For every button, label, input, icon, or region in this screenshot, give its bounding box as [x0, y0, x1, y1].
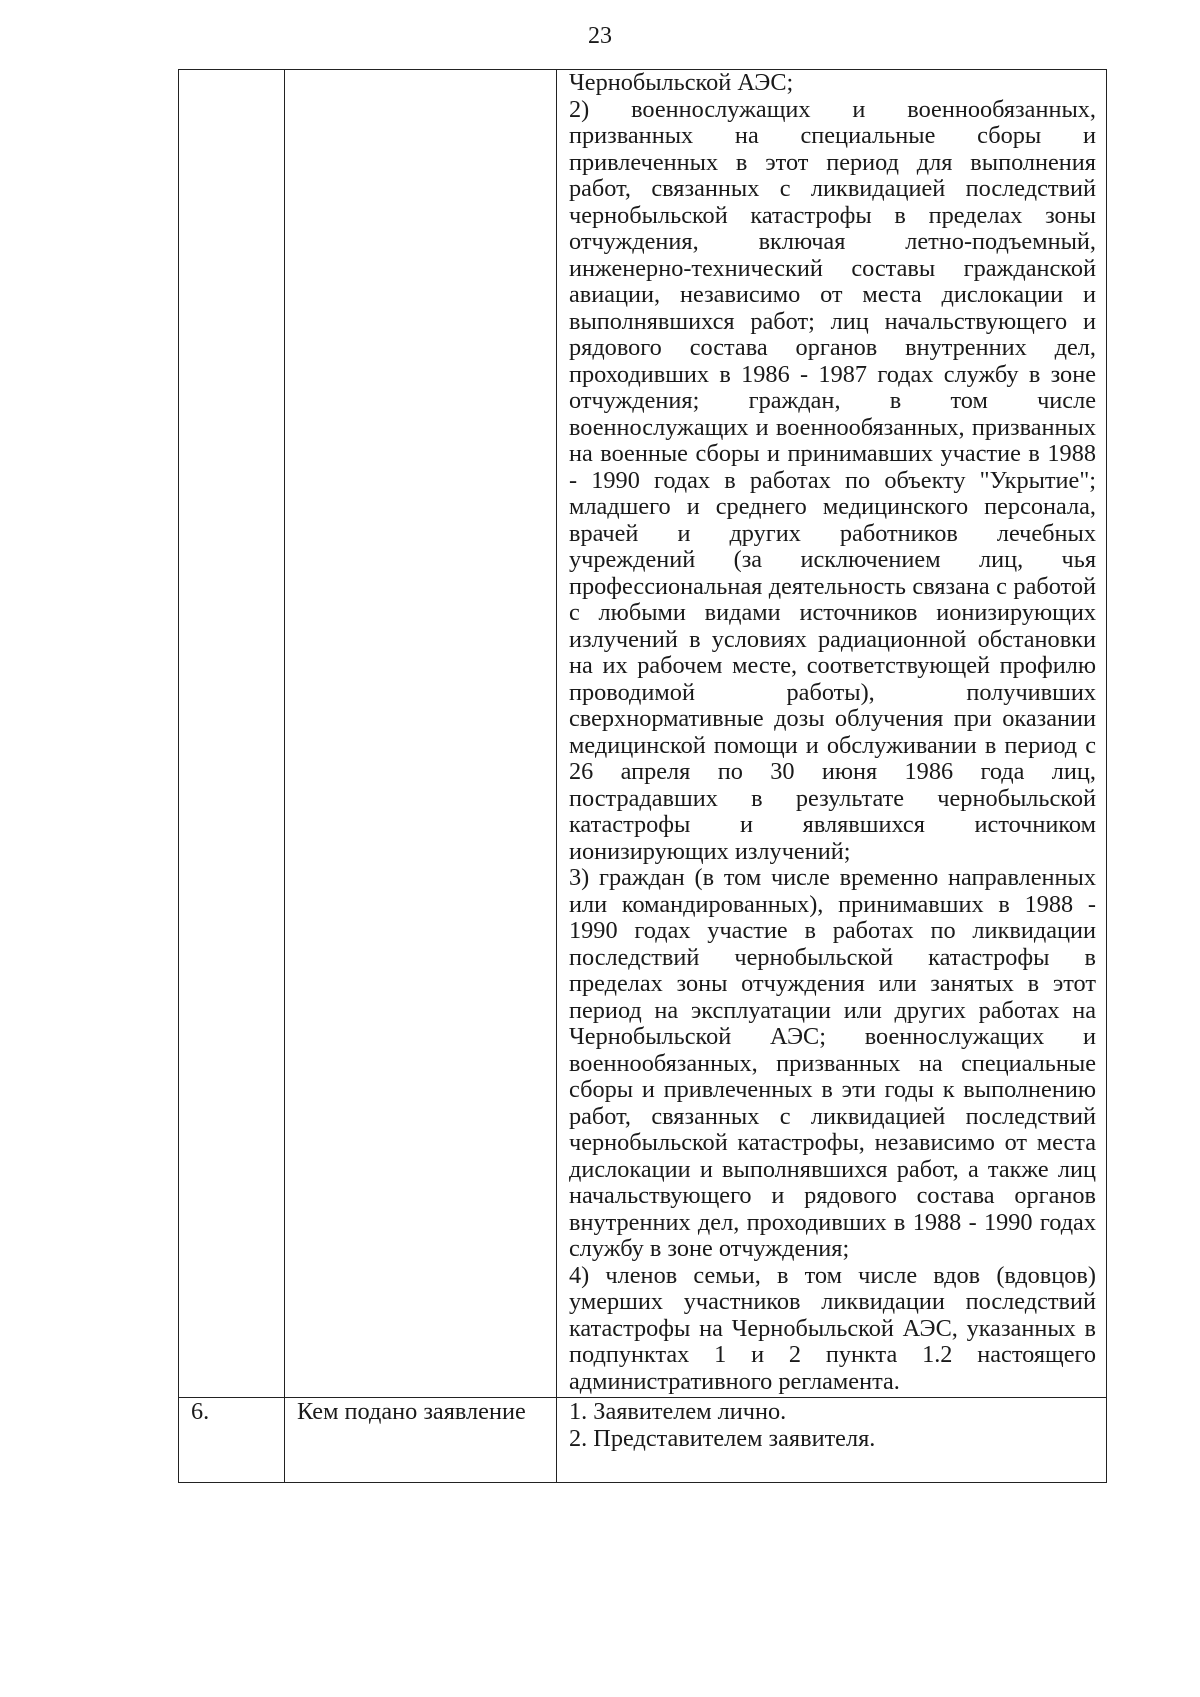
cell-number-empty — [179, 70, 285, 1398]
list-item-representative: 2. Представителем заявителя. — [569, 1424, 876, 1452]
cell-row-label — [285, 1398, 557, 1483]
paragraph-item-3: 3) граждан (в том числе временно направленных или командированных), принимавших в 1988 - 1990 годах участие в работах по ликвидации последствий чернобыльской катастрофы в пределах зоны отчуждения или занятых в этот период на эксплуатации или других работах на Чернобыльской АЭС; военнослужащих и военнообязанных, призванных на специальные сборы и привлеченных в эти годы к выполнению работ, связанных с ликвидацией последствий чернобыльской катастрофы, независимо от места дислокации и выполнявшихся работ, а также лиц начальствующего и рядового состава органов внутренних дел, проходивших в 1988 - 1990 годах службу в зоне отчуждения; — [569, 864, 1096, 1262]
cell-row-items — [557, 1398, 1107, 1483]
page-number: 23 — [588, 23, 612, 49]
cell-label-empty — [285, 70, 557, 1398]
table-row-6 — [179, 1398, 1107, 1483]
document-table — [178, 69, 1107, 1483]
paragraph-continuation: Чернобыльской АЭС; — [569, 69, 794, 96]
list-item-applicant: 1. Заявителем лично. — [569, 1398, 787, 1425]
table-row-continuation — [179, 70, 1107, 1398]
cell-row-number — [179, 1398, 285, 1483]
paragraph-item-4: 4) членов семьи, в том числе вдов (вдовцов) умерших участников ликвидации последствий катастрофы на Чернобыльской АЭС, указанных в подпунктах 1 и 2 пункта 1.2 настоящего административного регламента. — [569, 1261, 1096, 1395]
row-label: Кем подано заявление — [297, 1398, 526, 1425]
row-number: 6. — [191, 1398, 210, 1425]
cell-description — [557, 70, 1107, 1398]
paragraph-item-2: 2) военнослужащих и военнообязанных, призванных на специальные сборы и привлеченных в этот период для выполнения работ, связанных с ликвидацией последствий чернобыльской катастрофы в пределах зоны отчуждения, включая летно-подъемный, инженерно-технический составы гражданской авиации, независимо от места дислокации и выполнявшихся работ; лиц начальствующего и рядового состава органов внутренних дел, проходивших в 1986 - 1987 годах службу в зоне отчуждения; граждан, в том числе военнослужащих и военнообязанных, призванных на военные сборы и принимавших участие в 1988 - 1990 годах в работах по объекту "Укрытие"; младшего и среднего медицинского персонала, врачей и других работников лечебных учреждений (за исключением лиц, чья профессиональная деятельность связана с работой с любыми видами источников ионизирующих излучений в условиях радиационной обстановки на их рабочем месте, соответствующей профилю проводимой работы), получивших сверхнормативные дозы облучения при оказании медицинской помощи и обслуживании в период с 26 апреля по 30 июня 1986 года лиц, пострадавших в результате чернобыльской катастрофы и являвшихся источником ионизирующих излучений; — [569, 95, 1096, 865]
